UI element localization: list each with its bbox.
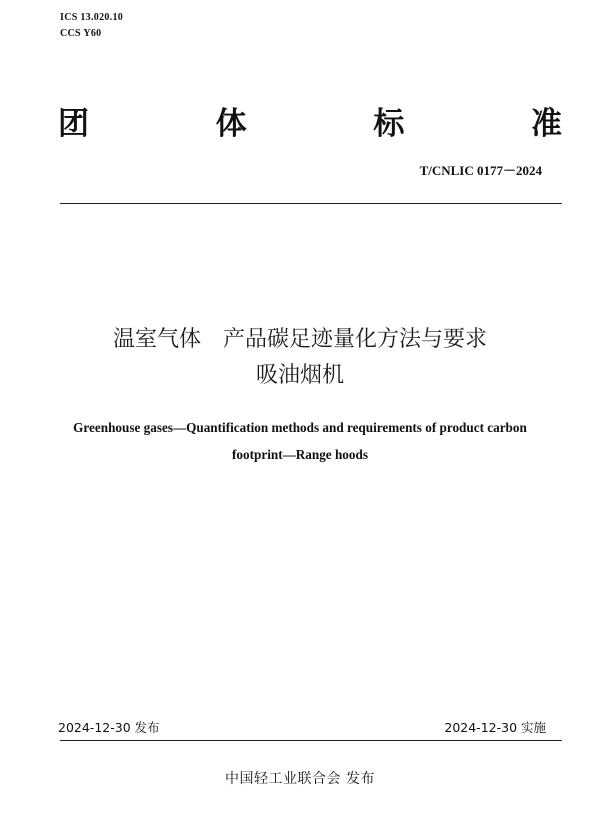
chinese-title xyxy=(0,322,600,394)
ccs-code: CCS Y60 xyxy=(60,28,102,39)
english-title xyxy=(40,414,560,468)
standard-type-char: 标 xyxy=(373,106,405,142)
chinese-title-line1: 温室气体 产品碳足迹量化方法与要求 xyxy=(112,327,487,352)
standard-type-char: 体 xyxy=(215,106,247,142)
standard-type-heading xyxy=(58,98,562,143)
footer-divider xyxy=(60,740,562,741)
standard-type-char: 准 xyxy=(530,106,562,142)
issue-date: 2024-12-30 发布 xyxy=(58,720,160,735)
standard-type-char: 团 xyxy=(58,106,89,142)
implementation-date: 2024-12-30 实施 xyxy=(444,720,546,735)
header-divider xyxy=(60,203,562,204)
publisher: 中国轻工业联合会 发布 xyxy=(225,771,375,787)
ics-code: ICS 13.020.10 xyxy=(60,12,124,23)
standard-number: T/CNLIC 0177－2024 xyxy=(419,163,542,178)
chinese-title-line2: 吸油烟机 xyxy=(255,363,344,388)
english-title-line1: Greenhouse gases—Quantification methods and requirements of product carbon xyxy=(73,420,527,435)
english-title-line2: footprint—Range hoods xyxy=(232,447,368,462)
